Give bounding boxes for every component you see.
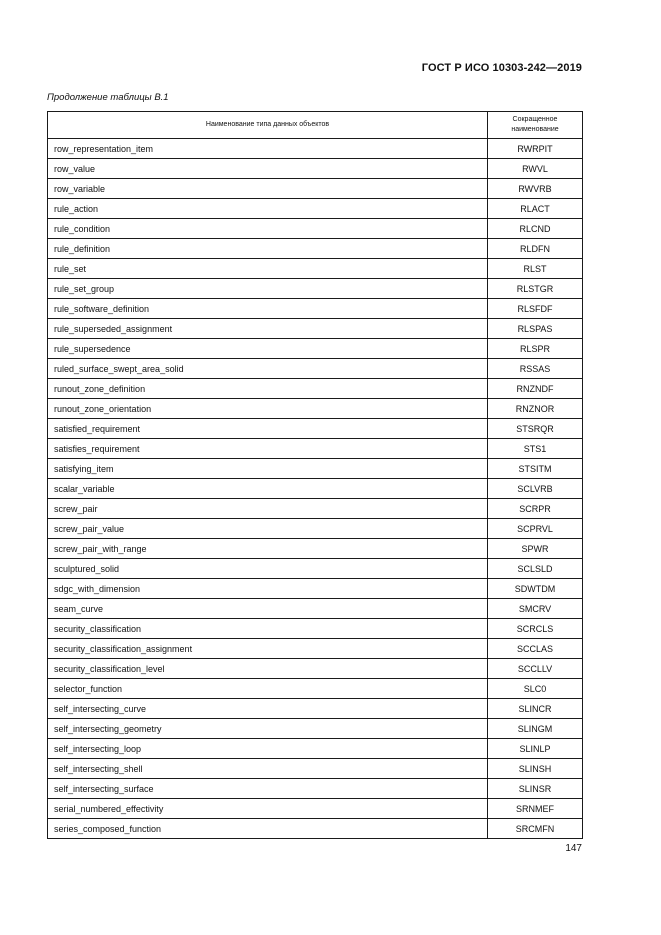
table-row [48,359,583,379]
table-row [48,499,583,519]
table-row [48,619,583,639]
abbreviation-cell: SRNMEF [488,799,583,819]
table-row [48,199,583,219]
data-type-name-cell: screw_pair_with_range [48,539,488,559]
table-row [48,659,583,679]
table-row [48,519,583,539]
data-type-name-cell: screw_pair [48,499,488,519]
abbreviation-cell: RWVL [488,159,583,179]
abbreviation-cell: SLINLP [488,739,583,759]
column-header-abbreviation: Сокращенное наименование [488,112,583,139]
table-row [48,559,583,579]
data-type-name-cell: rule_supersedence [48,339,488,359]
table-row [48,339,583,359]
standard-designation: ГОСТ Р ИСО 10303-242—2019 [421,62,582,74]
data-type-name-cell: series_composed_function [48,819,488,839]
abbreviation-cell: RNZNOR [488,399,583,419]
table-row [48,539,583,559]
abbreviation-cell: RLCND [488,219,583,239]
abbreviation-cell: RWRPIT [488,139,583,159]
table-row [48,279,583,299]
table-row [48,259,583,279]
abbreviation-cell: RLSFDF [488,299,583,319]
table-row [48,639,583,659]
data-type-name-cell: satisfies_requirement [48,439,488,459]
abbreviation-cell: RLDFN [488,239,583,259]
table-row [48,739,583,759]
data-type-name-cell: selector_function [48,679,488,699]
abbreviation-cell: RLSPAS [488,319,583,339]
abbreviation-cell: SLINSR [488,779,583,799]
data-type-name-cell: rule_definition [48,239,488,259]
data-type-name-cell: scalar_variable [48,479,488,499]
data-type-name-cell: security_classification_assignment [48,639,488,659]
table-row [48,599,583,619]
table-row [48,299,583,319]
table-row [48,139,583,159]
data-type-name-cell: screw_pair_value [48,519,488,539]
abbreviation-cell: SDWTDM [488,579,583,599]
data-type-name-cell: rule_action [48,199,488,219]
data-type-name-cell: security_classification [48,619,488,639]
data-type-name-cell: sculptured_solid [48,559,488,579]
abbreviation-cell: SCCLAS [488,639,583,659]
table-body [48,139,583,839]
data-type-name-cell: rule_superseded_assignment [48,319,488,339]
data-type-table [47,111,583,839]
page-number: 147 [565,843,582,854]
abbreviation-cell: SCCLLV [488,659,583,679]
abbreviation-cell: RLST [488,259,583,279]
data-type-name-cell: self_intersecting_loop [48,739,488,759]
data-type-name-cell: serial_numbered_effectivity [48,799,488,819]
abbreviation-cell: SPWR [488,539,583,559]
data-type-name-cell: runout_zone_orientation [48,399,488,419]
table-row [48,799,583,819]
data-type-name-cell: rule_condition [48,219,488,239]
data-type-name-cell: row_value [48,159,488,179]
table-row [48,439,583,459]
abbreviation-cell: RNZNDF [488,379,583,399]
data-type-name-cell: rule_software_definition [48,299,488,319]
abbreviation-cell: SCPRVL [488,519,583,539]
table-row [48,319,583,339]
table-row [48,819,583,839]
abbreviation-cell: SCRCLS [488,619,583,639]
data-type-name-cell: self_intersecting_curve [48,699,488,719]
table-row [48,399,583,419]
column-header-name: Наименование типа данных объектов [48,112,488,139]
abbreviation-cell: SMCRV [488,599,583,619]
table-row [48,379,583,399]
data-type-name-cell: self_intersecting_surface [48,779,488,799]
table-row [48,479,583,499]
data-type-name-cell: self_intersecting_shell [48,759,488,779]
data-type-name-cell: satisfied_requirement [48,419,488,439]
abbreviation-cell: RLSPR [488,339,583,359]
table-row [48,419,583,439]
table-continuation-caption: Продолжение таблицы В.1 [47,92,169,103]
abbreviation-cell: RWVRB [488,179,583,199]
abbreviation-cell: STSITM [488,459,583,479]
table-row [48,159,583,179]
table-row [48,239,583,259]
table-row [48,219,583,239]
data-type-name-cell: security_classification_level [48,659,488,679]
abbreviation-cell: STS1 [488,439,583,459]
data-type-name-cell: row_variable [48,179,488,199]
data-type-name-cell: sdgc_with_dimension [48,579,488,599]
abbreviation-cell: SLINCR [488,699,583,719]
data-type-name-cell: seam_curve [48,599,488,619]
abbreviation-cell: SLC0 [488,679,583,699]
data-type-name-cell: self_intersecting_geometry [48,719,488,739]
abbreviation-cell: SRCMFN [488,819,583,839]
abbreviation-cell: SCLSLD [488,559,583,579]
table-row [48,459,583,479]
abbreviation-cell: STSRQR [488,419,583,439]
table-row [48,679,583,699]
table-row [48,779,583,799]
abbreviation-cell: SLINGM [488,719,583,739]
data-type-name-cell: rule_set [48,259,488,279]
abbreviation-cell: RLACT [488,199,583,219]
data-type-name-cell: row_representation_item [48,139,488,159]
data-type-name-cell: ruled_surface_swept_area_solid [48,359,488,379]
abbreviation-cell: RLSTGR [488,279,583,299]
abbreviation-cell: SCLVRB [488,479,583,499]
table-row [48,579,583,599]
table-row [48,759,583,779]
table-row [48,699,583,719]
table-row [48,179,583,199]
abbreviation-cell: SLINSH [488,759,583,779]
abbreviation-cell: SCRPR [488,499,583,519]
data-type-name-cell: runout_zone_definition [48,379,488,399]
table-header-row [48,112,583,139]
data-type-name-cell: rule_set_group [48,279,488,299]
table-row [48,719,583,739]
data-type-name-cell: satisfying_item [48,459,488,479]
abbreviation-cell: RSSAS [488,359,583,379]
